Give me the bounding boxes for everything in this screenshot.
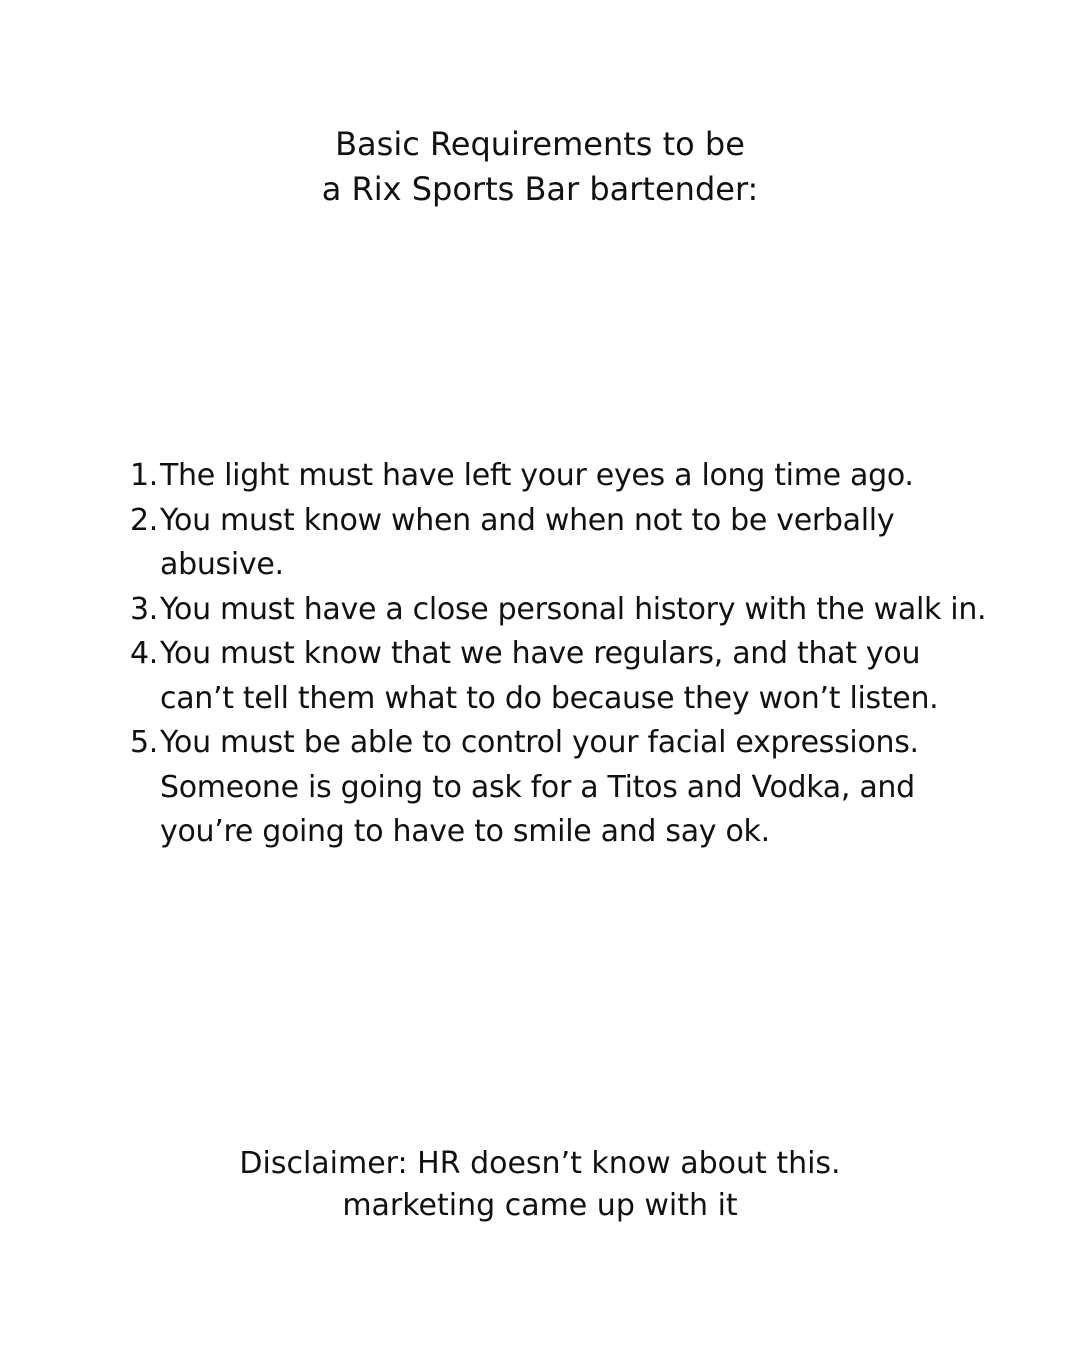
title-line-2: a Rix Sports Bar bartender: bbox=[321, 170, 759, 208]
requirement-item-4 bbox=[128, 632, 988, 721]
requirement-number: 1. bbox=[129, 458, 158, 493]
requirement-text: You must be able to control your facial expressions. Someone is going to ask for a Titos and Vodka, and you’re going to have to smile and say ok. bbox=[160, 725, 919, 849]
disclaimer-line-1: Disclaimer: HR doesn’t know about this. bbox=[239, 1146, 841, 1181]
title-line-1: Basic Requirements to be bbox=[335, 125, 745, 163]
disclaimer-line-2: marketing came up with it bbox=[342, 1188, 738, 1223]
requirement-number: 4. bbox=[129, 636, 158, 671]
requirement-number: 5. bbox=[129, 725, 158, 760]
requirement-item-1 bbox=[128, 454, 988, 499]
requirement-number: 2. bbox=[129, 502, 158, 538]
requirements-list bbox=[128, 454, 988, 855]
requirement-text: You must know that we have regulars, and that you can’t tell them what to do because they won’t listen. bbox=[160, 636, 939, 716]
requirement-text: You must have a close personal history with the walk in. bbox=[160, 591, 987, 627]
disclaimer bbox=[0, 1143, 1080, 1227]
requirement-item-2 bbox=[128, 499, 988, 588]
requirement-item-3 bbox=[128, 588, 988, 633]
requirement-number: 3. bbox=[129, 591, 158, 627]
requirement-text: The light must have left your eyes a long time ago. bbox=[160, 458, 914, 493]
requirement-item-5 bbox=[128, 721, 988, 855]
page-title bbox=[0, 122, 1080, 212]
requirement-text: You must know when and when not to be verbally abusive. bbox=[160, 502, 895, 582]
